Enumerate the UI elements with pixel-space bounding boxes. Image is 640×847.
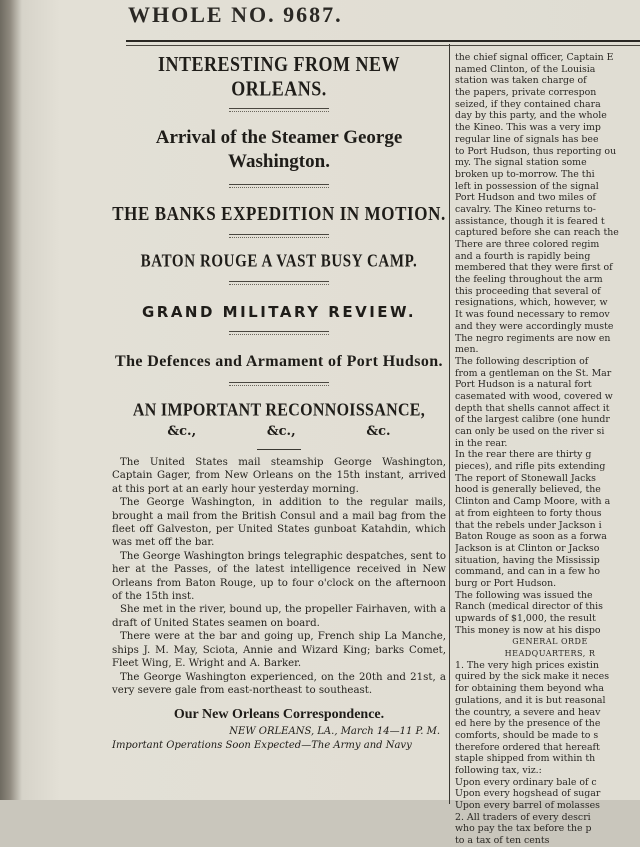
right-column-line: hood is generally believed, the bbox=[455, 484, 601, 496]
headline-divider bbox=[229, 184, 329, 188]
right-column-line: ed here by the presence of the bbox=[455, 718, 601, 730]
right-column-line: The following was issued the bbox=[455, 589, 593, 601]
right-column-line: quired by the sick make it neces bbox=[455, 671, 610, 683]
right-column-line: resignations, which, however, w bbox=[455, 297, 608, 309]
paragraph: The George Washington brings telegraphic despatches, sent to her at the Passes, of the latest intelligence received in New Orleans from Baton Rouge, up to four o'clock on the afternoon of the 15th inst. bbox=[112, 550, 446, 603]
right-column-line: following tax, viz.: bbox=[455, 764, 542, 776]
paragraph: The United States mail steamship George Washington, Captain Gager, from New Orleans on the 15th instant, arrived at this port at an early hour yesterday morning. bbox=[112, 457, 446, 495]
right-column-line: pieces), and rifle pits extending bbox=[455, 461, 606, 473]
right-column-line: day by this party, and the whole bbox=[455, 110, 607, 122]
right-column-line: station was taken charge of bbox=[455, 75, 587, 87]
etcetera-line bbox=[112, 424, 446, 439]
headline-banks-expedition: THE BANKS EXPEDITION IN MOTION. bbox=[112, 202, 446, 225]
right-column-line: the country, a severe and heav bbox=[455, 706, 601, 718]
right-column-line: gulations, and it is but reasonal bbox=[455, 694, 606, 706]
headline-new-orleans: INTERESTING FROM NEW ORLEANS. bbox=[157, 52, 401, 100]
right-column-line: upwards of $1,000, the result bbox=[455, 613, 596, 624]
right-column-line: for obtaining them beyond wha bbox=[455, 683, 605, 695]
right-column-line: Baton Rouge as soon as a forwa bbox=[455, 531, 607, 543]
right-column-line: from a gentleman on the St. Mar bbox=[455, 367, 612, 379]
right-column-line: men. bbox=[455, 344, 479, 356]
column-separator bbox=[449, 44, 450, 804]
right-column-line: command, and can in a few ho bbox=[455, 566, 601, 578]
etc-mark: &c. bbox=[366, 424, 391, 439]
paragraph: There were at the bar and going up, French ship La Manche, ships J. M. May, Sciota, Annie and Wizard King; barks Comet, Fleet Wing, E. Wright and A. Barker. bbox=[112, 631, 446, 670]
paragraph: She met in the river, bound up, the propeller Fairhaven, with a draft of United States seamen on board. bbox=[112, 604, 446, 629]
right-column-line: Port Hudson and two miles of bbox=[455, 192, 596, 204]
right-column-line: the chief signal officer, Captain E bbox=[455, 52, 614, 63]
right-column-line: comforts, should be made to s bbox=[455, 729, 599, 741]
right-column-line: who pay the tax before the p bbox=[455, 823, 592, 835]
right-column-line: of the largest calibre (one hundr bbox=[455, 414, 610, 426]
right-column-line: Ranch (medical director of this bbox=[455, 601, 603, 613]
headline-divider bbox=[229, 281, 329, 285]
right-column-line: casemated with wood, covered w bbox=[455, 390, 613, 402]
right-column-line: Upon every barrel of molasses bbox=[455, 800, 600, 811]
etc-mark: &c., bbox=[167, 424, 197, 439]
right-column-line: burg or Port Hudson. bbox=[455, 577, 557, 589]
correspondence-title: Our New Orleans Correspondence. bbox=[173, 707, 385, 723]
right-column-line: left in possession of the signal bbox=[455, 180, 599, 192]
headline-military-review: GRAND MILITARY REVIEW. bbox=[141, 303, 417, 321]
headline-divider bbox=[229, 108, 329, 112]
right-column-line: GENERAL ORDE bbox=[512, 637, 588, 647]
right-column-line: Upon every hogshead of sugar bbox=[455, 788, 601, 800]
right-column-line: at from eighteen to forty thous bbox=[455, 507, 602, 519]
right-column-line: Clinton and Camp Moore, with a bbox=[455, 496, 611, 508]
right-column-line: the papers, private correspon bbox=[455, 87, 597, 99]
right-column-line: broken up to-morrow. The thi bbox=[455, 168, 595, 180]
headline-divider bbox=[229, 331, 329, 335]
masthead-rule bbox=[126, 40, 640, 42]
headline-steamer-arrival: Arrival of the Steamer George Washington. bbox=[155, 127, 403, 172]
right-column-line: cavalry. The Kineo returns to- bbox=[455, 203, 596, 215]
right-column-line: There are three colored regim bbox=[455, 239, 600, 250]
right-column-line: membered that they were first of bbox=[455, 262, 613, 274]
right-column-line: regular line of signals has bee bbox=[455, 133, 599, 145]
right-column-line: my. The signal station some bbox=[455, 157, 587, 169]
right-column-line: In the rear there are thirty g bbox=[455, 449, 592, 461]
headline-divider bbox=[229, 382, 329, 386]
right-column-line: Jackson is at Clinton or Jackso bbox=[455, 542, 600, 554]
right-column-line: depth that shells cannot affect it bbox=[455, 402, 610, 414]
right-column bbox=[455, 52, 640, 847]
masthead-rule-thin bbox=[126, 45, 640, 46]
right-column-line: the Kineo. This was a very imp bbox=[455, 122, 601, 134]
right-column-line: It was found necessary to remov bbox=[455, 309, 610, 321]
paragraph: The George Washington experienced, on the 20th and 21st, a very severe gale from east-northeast to southeast. bbox=[112, 671, 446, 696]
right-column-line: and a fourth is rapidly being bbox=[455, 250, 591, 262]
main-article bbox=[112, 52, 446, 751]
masthead: WHOLE NO. 9687. bbox=[128, 2, 343, 27]
right-column-line: to Port Hudson, thus reporting ou bbox=[455, 145, 617, 157]
right-column-line: captured before she can reach the bbox=[455, 227, 619, 239]
dateline: NEW ORLEANS, LA., March 14—11 P. M. bbox=[229, 726, 440, 738]
correspondence-caption: Important Operations Soon Expected—The Army and Navy bbox=[112, 740, 412, 752]
right-column-line: to a tax of ten cents bbox=[455, 835, 550, 847]
right-column-line: in the rear. bbox=[455, 437, 508, 449]
headline-baton-rouge: BATON ROUGE A VAST BUSY CAMP. bbox=[140, 252, 418, 272]
right-column-line: Port Hudson is a natural fort bbox=[455, 379, 592, 391]
right-column-line: This money is now at his dispo bbox=[455, 624, 601, 636]
right-column-line: The following description of bbox=[455, 355, 589, 367]
right-column-line: The report of Stonewall Jacks bbox=[455, 472, 596, 484]
right-column-line: this proceeding that several of bbox=[455, 285, 601, 297]
paragraph: The George Washington, in addition to the regular mails, brought a mail from the British Consul and a mail bag from the fleet off Galveston, per United States gunboat Katahdin, which was met off the bar. bbox=[112, 497, 446, 549]
right-column-line: 2. All traders of every descri bbox=[455, 811, 591, 823]
right-column-line: staple shipped from within th bbox=[455, 753, 596, 765]
right-column-line: the feeling throughout the arm bbox=[455, 274, 603, 286]
right-column-line: Upon every ordinary bale of c bbox=[455, 776, 597, 788]
right-column-line: therefore ordered that hereaft bbox=[455, 741, 600, 753]
headline-divider bbox=[229, 234, 329, 238]
right-column-line: can only be used on the river si bbox=[455, 426, 605, 437]
right-column-line: assistance, though it is feared t bbox=[455, 215, 605, 227]
headline-reconnoissance: AN IMPORTANT RECONNOISSANCE, bbox=[132, 400, 426, 421]
right-column-line: seized, if they contained chara bbox=[455, 98, 601, 110]
right-column-line: named Clinton, of the Louisia bbox=[455, 63, 596, 75]
right-column-line: that the rebels under Jackson i bbox=[455, 519, 602, 531]
etc-mark: &c., bbox=[266, 424, 296, 439]
right-column-line: HEADQUARTERS, R bbox=[504, 649, 596, 659]
article-body bbox=[112, 456, 446, 697]
right-column-line: situation, having the Mississip bbox=[455, 554, 600, 566]
section-rule bbox=[257, 449, 301, 450]
right-column-line: The negro regiments are now en bbox=[455, 332, 611, 344]
right-column-line: and they were accordingly muste bbox=[455, 320, 614, 332]
headline-port-hudson: The Defences and Armament of Port Hudson. bbox=[115, 353, 443, 370]
right-column-line: 1. The very high prices existin bbox=[455, 659, 599, 671]
